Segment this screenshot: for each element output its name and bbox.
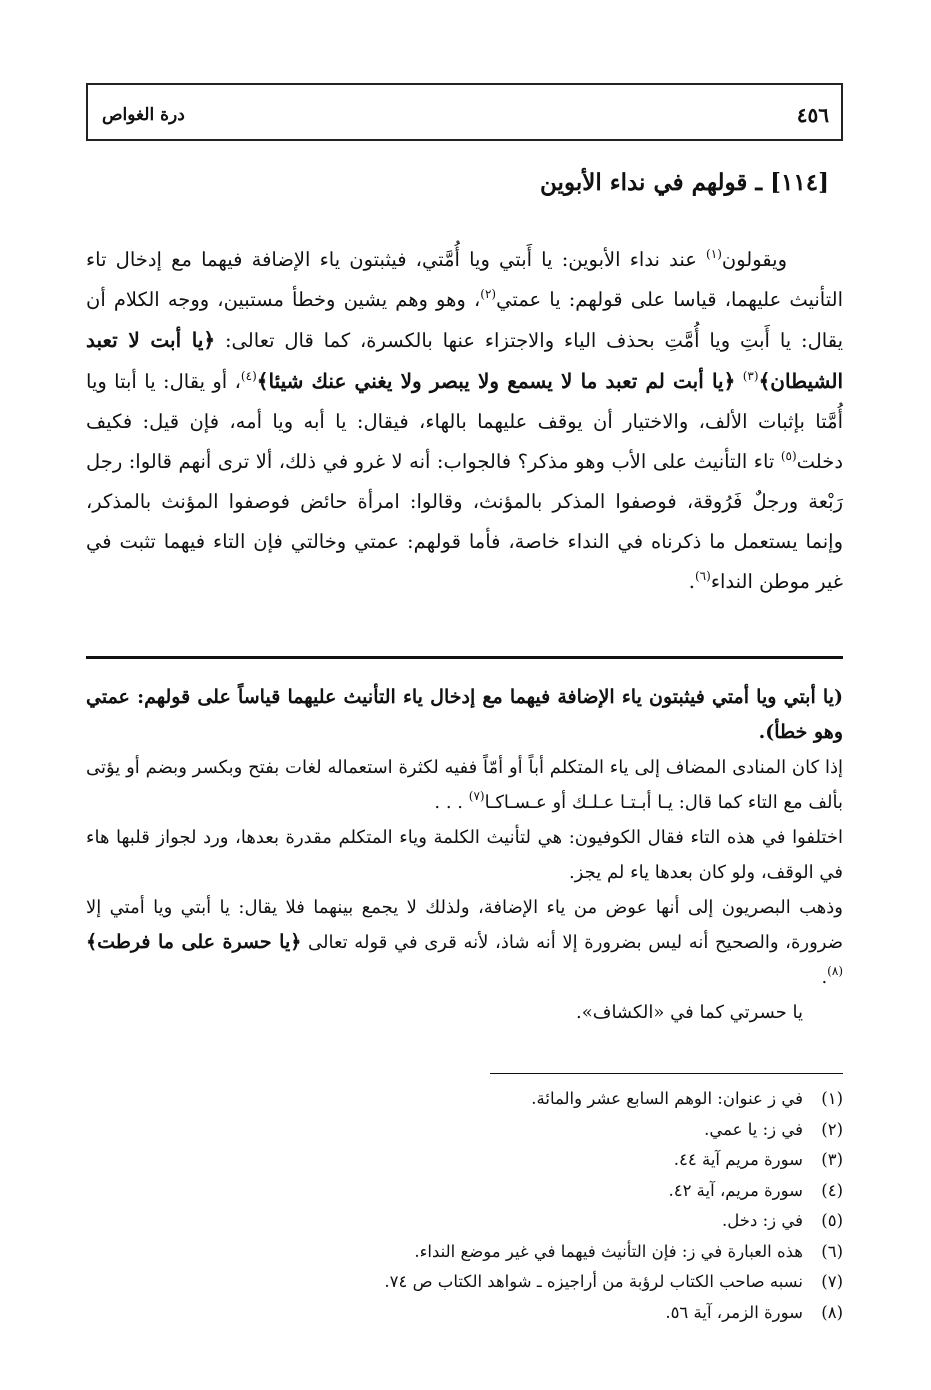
footnote-ref: (٢) — [480, 287, 497, 301]
footnote-text: في ز: يا عمي. — [704, 1119, 803, 1139]
text-segment: إذا كان المنادى المضاف إلى ياء المتكلم أباً أو أمّاً ففيه لكثرة استعماله لغات بفتح وبكسر وبضم أو يؤتى بألف مع التاء كما قال: يـا أبـتـا عـلـك أو عـسـاكـا — [86, 757, 843, 813]
footnotes — [123, 1084, 843, 1328]
quran-quote: ﴿يا أبت لا تعبد الشيطان﴾ — [86, 328, 843, 393]
text-segment: تاء التأنيث على الأب وهو مذكر؟ فالجواب: أنه لا غرو في ذلك، ألا ترى أنهم قالوا: رجل رَبْعة ورجلٌ فَرُوقة، فوصفوا المذكر بالمؤنث، وقالوا: امرأة حائض فوصفوا المؤنث بالمذكر، وإنما يستعمل ما ذكرناه في النداء خاصة، فأما قولهم: عمتي وخالتي فإن التاء فيهما تثبت في غير موطن النداء — [86, 450, 843, 593]
text-segment — [735, 370, 742, 393]
footnote-ref: (٧) — [468, 789, 485, 803]
page-number: ٤٥٦ — [796, 103, 829, 127]
footnote-number: (٨) — [821, 1302, 843, 1322]
footnote — [123, 1084, 843, 1115]
main-paragraph — [86, 240, 843, 602]
footnote-number: (٣) — [821, 1150, 843, 1169]
text-segment: . — [821, 967, 828, 988]
footnote-ref: (٨) — [827, 964, 843, 978]
footnote-ref: (٤) — [240, 369, 257, 383]
commentary — [86, 680, 843, 1030]
footnote — [123, 1176, 843, 1207]
footnote — [123, 1206, 843, 1237]
main-text — [86, 240, 843, 602]
quran-quote: ﴿يا حسرة على ما فرطت﴾ — [86, 931, 302, 953]
footnote-text: هذه العبارة في ز: فإن التأنيث فيهما في غير موضع النداء. — [414, 1241, 803, 1261]
commentary-paragraph: يا حسرتي كما في «الكشاف». — [576, 1002, 803, 1023]
page-header — [102, 100, 829, 130]
footnote-number: (٢) — [821, 1119, 843, 1139]
text-segment: ، وهو وهم يشين وخطأ مستبين، ووجه الكلام أن يقال: يا أَبتِ ويا أُمَّتِ بحذف الياء والاجتزاء عنها بالكسرة، كما قال تعالى: — [86, 288, 843, 352]
footnote-number: (٧) — [821, 1272, 843, 1291]
text-segment: وذهب البصريون إلى أنها عوض من ياء الإضافة، ولذلك لا يجمع بينهما فلا يقال: يا أبتي ويا أمتي إلا ضرورة، والصحيح أنه ليس بضرورة إلا أنه شاذ، لأنه قرى في قوله تعالى — [86, 897, 843, 953]
footnote-number: (٥) — [821, 1211, 843, 1230]
book-title: درة الغواص — [102, 105, 185, 125]
text-segment: ويقولون — [721, 248, 787, 271]
text-segment: . — [688, 570, 695, 593]
footnote-ref: (١) — [706, 247, 722, 261]
footnote — [123, 1145, 843, 1176]
quran-quote: ﴿يا أبت لم تعبد ما لا يسمع ولا يبصر ولا يغني عنك شيئا﴾ — [256, 369, 736, 393]
footnote-text: في ز: دخل. — [722, 1211, 803, 1230]
footnote — [123, 1237, 843, 1268]
footnote — [123, 1267, 843, 1298]
footnote-ref: (٥) — [780, 449, 797, 463]
footnote-number: (٤) — [821, 1180, 843, 1200]
divider-rule — [86, 656, 843, 659]
commentary-paragraph — [86, 890, 843, 995]
footnote — [123, 1115, 843, 1146]
footnote-text: سورة مريم، آية ٤٢. — [668, 1180, 803, 1200]
commentary-paragraph — [86, 750, 843, 820]
commentary-lemma: (يا أبتي ويا أمتي فيثبتون ياء الإضافة فيهما مع إدخال ياء التأنيث عليهما قياساً على قولهم: عمتي وهو خطأ). — [86, 686, 843, 743]
footnote-rule — [490, 1073, 843, 1074]
footnote — [123, 1298, 843, 1329]
footnote-ref: (٦) — [694, 569, 711, 583]
commentary-paragraph: اختلفوا في هذه التاء فقال الكوفيون: هي لتأنيث الكلمة وياء المتكلم مقدرة بعدها، ورد لجواز قلبها هاء في الوقف، ولو كان بعدها ياء لم يجز. — [86, 827, 843, 883]
section-heading: [١١٤] ـ قولهم في نداء الأبوين — [540, 169, 829, 196]
footnote-number: (٦) — [821, 1241, 843, 1261]
text-segment: ، أو يقال: يا أبتا ويا أُمَّتا بإثبات الألف، والاختيار أن يوقف عليهما بالهاء، فيقال: يا أبه ويا أمه، فإن قيل: فكيف دخلت — [86, 370, 843, 473]
footnote-text: سورة مريم آية ٤٤. — [673, 1150, 803, 1169]
footnote-ref: (٣) — [742, 369, 759, 383]
footnote-number: (١) — [821, 1089, 843, 1108]
text-segment: عند نداء الأبوين: يا أَبتي ويا أُمَّتي، فيثبتون ياء الإضافة فيهما مع إدخال تاء التأنيث عليهما، قياسا على قولهم: يا عمتي — [86, 248, 843, 311]
text-segment: . . . — [434, 792, 469, 813]
footnote-text: في ز عنوان: الوهم السابع عشر والمائة. — [531, 1089, 803, 1108]
footnote-text: سورة الزمر، آية ٥٦. — [665, 1302, 803, 1322]
footnote-text: نسبه صاحب الكتاب لرؤبة من أراجيزه ـ شواهد الكتاب ص ٧٤. — [384, 1272, 803, 1291]
